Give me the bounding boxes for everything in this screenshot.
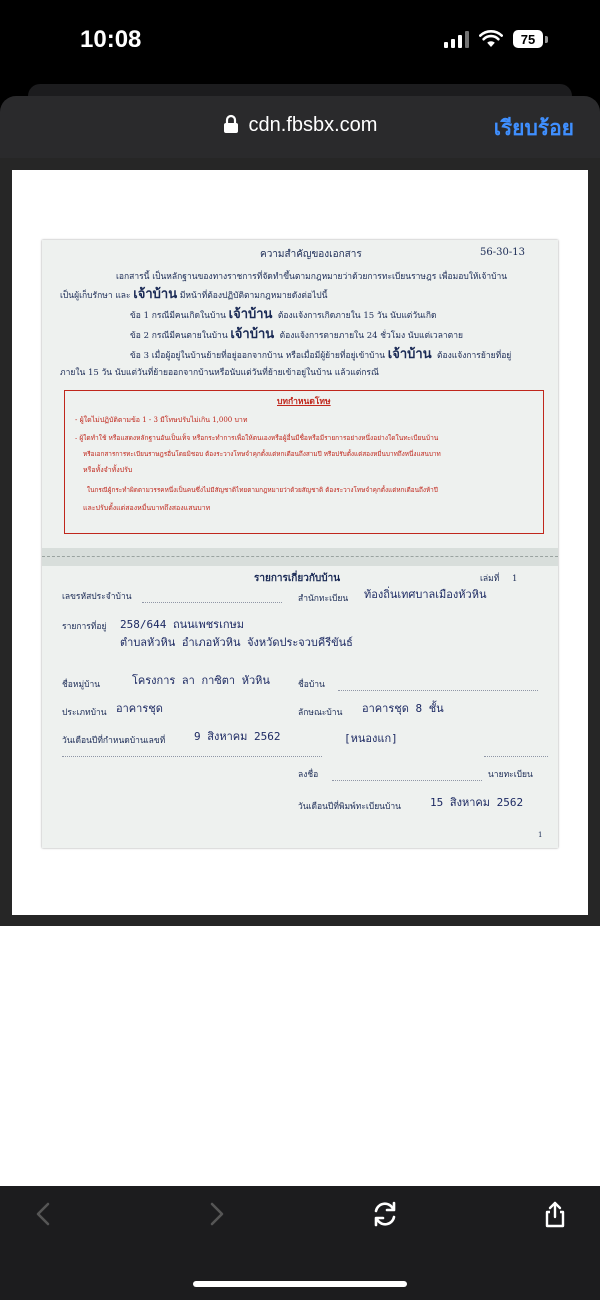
penalty-line-5: ในกรณีผู้กระทำผิดตามวรรคหนึ่งเป็นคนซึ่งไม่มีสัญชาติไทยตามกฎหมายว่าด้วยสัญชาติ ต้องระวางโทษจำคุกตั้งแต่หกเดือนถึงห้าปี [87,486,438,494]
penalty-title: บทกำหนดโทษ [277,397,331,407]
assign-date-label: วันเดือนปีที่กำหนดบ้านเลขที่ [62,736,166,746]
book-label: เล่มที่ [480,574,500,584]
village-name-value: โครงการ ลา กาซิตา หัวหิน [132,674,270,687]
penalty-line-2: - ผู้ใดทำใช้ หรือแสดงหลักฐานอันเป็นเท็จ หรือกระทำการเพื่อให้ตนเองหรือผู้อื่นมีชื่อหรือมีรายการอย่างหนึ่งอย่างใดในทะเบียนบ้าน [75,434,439,442]
address-line-2: ตำบลหัวหิน อำเภอหัวหิน จังหวัดประจวบคีรีขันธ์ [120,636,353,649]
para1-line-b: เป็นผู้เก็บรักษา และ เจ้าบ้าน มีหน้าที่ต้องปฏิบัติตามกฎหมายดังต่อไปนี้ [60,287,328,302]
done-button[interactable]: เรียบร้อย [493,116,574,140]
lock-icon [223,114,239,134]
page-fold [42,548,558,566]
penalty-box [64,390,544,534]
section-title: รายการเกี่ยวกับบ้าน [254,573,341,584]
assign-date-value: 9 สิงหาคม 2562 [194,730,281,743]
battery-icon [513,30,548,48]
chevron-left-icon[interactable] [30,1200,58,1228]
item-3-cont: ภายใน 15 วัน นับแต่วันที่ย้ายออกจากบ้านหรือนับแต่วันที่ย้ายเข้าอยู่ในบ้าน แล้วแต่กรณี [60,368,379,378]
url-text: cdn.fbsbx.com [248,114,378,136]
penalty-line-6: และปรับตั้งแต่สองหมื่นบาทถึงสองแสนบาท [83,504,211,512]
battery-level: 75 [513,30,543,48]
house-name-label: ชื่อบ้าน [298,680,325,690]
browser-header [0,96,600,158]
cellular-signal-icon [444,30,469,48]
share-icon[interactable] [541,1200,569,1228]
registry-office-value: ท้องถิ่นเทศบาลเมืองหัวหิน [364,588,487,601]
page-number: 1 [538,831,543,839]
print-date-label: วันเดือนปีที่พิมพ์ทะเบียนบ้าน [298,802,401,812]
sign-label: ลงชื่อ [298,770,319,780]
doc-title: ความสำคัญของเอกสาร [260,249,362,260]
image-viewer [12,170,588,915]
book-value: 1 [512,574,518,584]
print-date-value: 15 สิงหาคม 2562 [430,796,524,809]
content-area [0,158,600,926]
item-1: ข้อ 1 กรณีมีคนเกิดในบ้าน เจ้าบ้าน ต้องแจ้งการเกิดภายใน 15 วัน นับแต่วันเกิด [130,307,437,322]
penalty-line-3: หรือเอกสารการทะเบียนราษฎรอื่นโดยมิชอบ ต้องระวางโทษจำคุกตั้งแต่หกเดือนถึงสามปี หรือปรับตั้งแต่สองหมื่นบาทถึงหนึ่งแสนบาท [83,450,441,458]
house-type-value: อาคารชุด [116,702,163,715]
stamp-value: [หนองแก] [344,732,398,745]
house-char-value: อาคารชุด 8 ชั้น [362,702,444,715]
penalty-line-4: หรือทั้งจำทั้งปรับ [83,466,133,474]
house-char-label: ลักษณะบ้าน [298,708,343,718]
house-type-label: ประเภทบ้าน [62,708,107,718]
registry-office-label: สำนักทะเบียน [298,594,349,604]
reload-icon[interactable] [371,1200,399,1228]
registrar-label: นายทะเบียน [488,770,533,780]
address-label: รายการที่อยู่ [62,622,107,632]
status-time: 10:08 [80,26,142,53]
doc-code: 56-30-13 [480,247,525,258]
house-registration-document [42,240,558,848]
address-line-1: 258/644 ถนนเพชรเกษม [120,618,244,631]
status-bar [0,0,600,82]
para1-line-a: เอกสารนี้ เป็นหลักฐานของทางราชการที่จัดทำขึ้นตามกฎหมายว่าด้วยการทะเบียนราษฎร เพื่อมอบให้เจ้าบ้าน [116,272,508,282]
home-indicator[interactable] [193,1281,407,1287]
empty-viewer-area [0,926,600,1186]
house-code-label: เลขรหัสประจำบ้าน [62,592,132,602]
penalty-line-1: - ผู้ใดไม่ปฏิบัติตามข้อ 1 - 3 มีโทษปรับไม่เกิน 1,000 บาท [75,416,248,424]
wifi-icon [479,30,503,48]
chevron-right-icon[interactable] [202,1200,230,1228]
item-3: ข้อ 3 เมื่อผู้อยู่ในบ้านย้ายที่อยู่ออกจากบ้าน หรือเมื่อมีผู้ย้ายที่อยู่เข้าบ้าน เจ้าบ้าน ต้องแจ้งการย้ายที่อยู่ [130,347,512,362]
village-name-label: ชื่อหมู่บ้าน [62,680,101,690]
item-2: ข้อ 2 กรณีมีคนตายในบ้าน เจ้าบ้าน ต้องแจ้งการตายภายใน 24 ชั่วโมง นับแต่เวลาตาย [130,327,463,342]
